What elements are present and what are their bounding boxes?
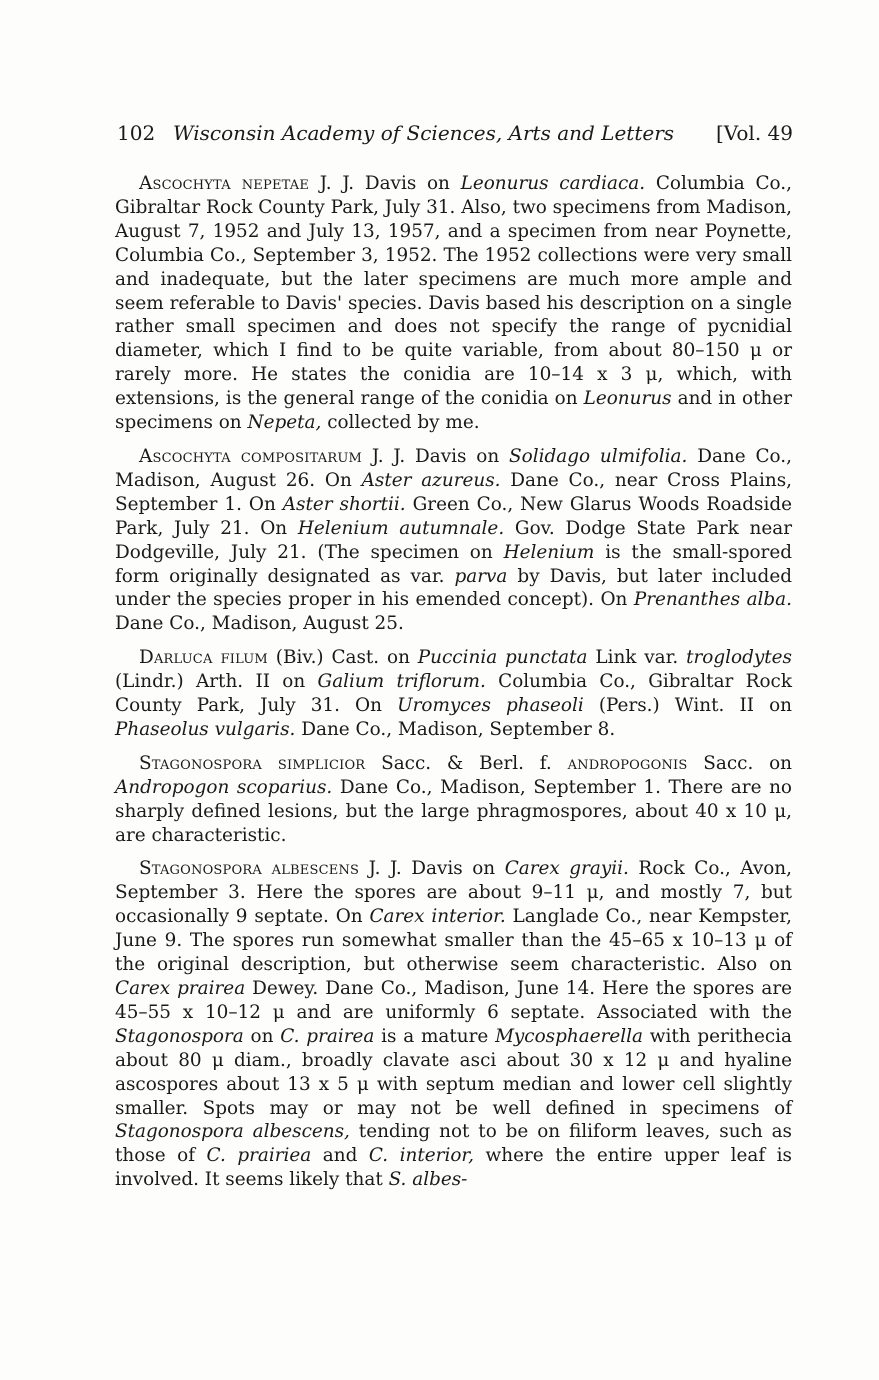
text-run: (Biv.) Cast. on: [267, 647, 418, 669]
italic-name: Carex prairea: [115, 978, 246, 999]
journal-title: Wisconsin Academy of Sciences, Arts and Letters: [173, 121, 675, 145]
italic-name: Aster azureus.: [361, 469, 501, 491]
italic-name: Helenium autumnale.: [297, 517, 505, 539]
italic-name: Helenium: [503, 541, 595, 563]
italic-name: Stagonospora albescens,: [115, 1121, 350, 1143]
italic-name: Puccinia punctata: [417, 647, 588, 669]
italic-name: Uromyces phaseoli: [397, 695, 584, 717]
italic-name: Solidago ulmifolia.: [509, 445, 688, 467]
italic-name: Mycosphaerella: [495, 1025, 643, 1047]
text-run: (Lindr.) Arth. II on: [115, 671, 318, 693]
paragraph-4: [115, 752, 792, 848]
text-run: Dane Co., Madison, September 1. There are no sharply defined lesions, but the large phragmospores, about 40 x 10 μ, are characteristic.: [115, 776, 792, 846]
paragraph-3: [115, 646, 792, 742]
italic-name: Carex grayii.: [504, 858, 629, 880]
italic-name: Stagonospora: [115, 1025, 244, 1047]
italic-name: Leonurus cardiaca.: [460, 173, 646, 194]
text-run: (Pers.) Wint. II on: [583, 695, 792, 717]
text-run: Dane Co., near Cross Plains, September 1. On: [115, 469, 792, 515]
taxon-heading: Stagonospora albescens: [139, 858, 360, 880]
text-run: J. J. Davis on: [359, 858, 505, 880]
italic-name: Carex interior.: [369, 906, 506, 928]
italic-name: Aster shortii.: [282, 493, 406, 515]
text-run: and in other specimens on: [115, 388, 792, 434]
text-run: Rock Co., Avon, September 3. Here the spores are about 9–11 μ, and mostly 7, but occasionally 9 septate. On: [115, 858, 792, 928]
italic-name: Prenanthes alba.: [633, 589, 792, 611]
text-run: on: [243, 1025, 281, 1047]
taxon-heading: Ascochyta nepetae: [139, 173, 310, 194]
taxon-heading: Ascochyta compositarum: [139, 445, 362, 467]
text-run: Dane Co., Madison, August 26. On: [115, 445, 792, 491]
text-run: Green Co., New Glarus Woods Roadside Park, July 21. On: [115, 493, 792, 539]
text-run: is a mature: [374, 1025, 496, 1047]
text-run: with perithecia about 80 μ diam., broadly clavate asci about 30 x 12 μ and hyaline ascospores about 13 x 5 μ with septum median and lower cell slightly smaller. Spots may or may not be well defined in specimens of: [115, 1025, 792, 1119]
text-run: by Davis, but later included under the species proper in his emended concept). On: [115, 565, 792, 611]
italic-name: C. interior,: [368, 1145, 475, 1167]
italic-name: parva: [454, 565, 508, 587]
italic-name: S. albes-: [388, 1169, 468, 1191]
italic-name: Andropogon scoparius.: [115, 776, 333, 798]
italic-name: Phaseolus vulgaris.: [115, 718, 296, 740]
article-body: [115, 172, 792, 1202]
text-run: Sacc. & Berl. f.: [365, 752, 568, 774]
text-run: Gov. Dodge State Park near Dodgeville, July 21. (The specimen on: [115, 517, 792, 563]
italic-name: Nepeta,: [247, 412, 322, 434]
text-run: Link var.: [587, 647, 687, 669]
text-run: Dane Co., Madison, August 25.: [115, 613, 404, 635]
text-run: J. J. Davis on: [362, 445, 510, 467]
paragraph-2: [115, 445, 792, 636]
text-run: Langlade Co., near Kempster, June 9. The spores run somewhat smaller than the 45–65 x 10–13 μ of the original description, but otherwise seem characteristic. Also on: [115, 906, 792, 976]
text-run: Sacc. on: [687, 752, 792, 774]
paragraph-5: [115, 857, 792, 1192]
taxon-heading: Stagonospora simplicior: [139, 752, 366, 774]
text-run: tending not to be on filiform leaves, such as those of: [115, 1121, 792, 1167]
text-run: J. J. Davis on: [309, 173, 461, 194]
text-run: where the entire upper leaf is involved. It seems likely that: [115, 1145, 792, 1191]
page-number: 102: [117, 121, 156, 145]
text-run: is the small-spored form originally designated as var.: [115, 541, 792, 587]
italic-name: C. prairiea: [206, 1145, 312, 1167]
running-header: [117, 121, 793, 151]
italic-name: troglodytes: [686, 647, 792, 669]
text-run: Dane Co., Madison, September 8.: [295, 718, 616, 740]
italic-name: Leonurus: [583, 388, 672, 410]
italic-name: C. prairea: [280, 1025, 375, 1047]
text-run: Columbia Co., Gibraltar Rock County Park, July 31. Also, two specimens from Madison, August 7, 1952 and July 13, 1957, and a specimen from near Poynette, Columbia Co., September 3, 1952. The 1952 collections were very small and inadequate, but the later specimens are much more ample and seem referable to Davis' species. Davis based his description on a single rather small specimen and does not specify the range of pycnidial diameter, which I find to be quite variable, from about 80–150 μ or rarely more. He states the conidia are 10–14 x 3 μ, which, with extensions, is the general range of the conidia on: [115, 173, 792, 410]
taxon-heading: Darluca filum: [139, 647, 268, 669]
text-run: Dewey. Dane Co., Madison, June 14. Here the spores are 45–55 x 10–12 μ and are uniformly 6 septate. Associated with the: [115, 978, 792, 1023]
volume-label: [Vol. 49: [715, 121, 793, 145]
italic-name: Galium triflorum.: [317, 671, 486, 693]
taxon-heading: andropogonis: [567, 752, 688, 774]
text-run: Columbia Co., Gibraltar Rock County Park, July 31. On: [115, 671, 792, 717]
text-run: and: [311, 1145, 369, 1167]
text-run: collected by me.: [321, 412, 480, 434]
paragraph-1: [115, 172, 792, 435]
